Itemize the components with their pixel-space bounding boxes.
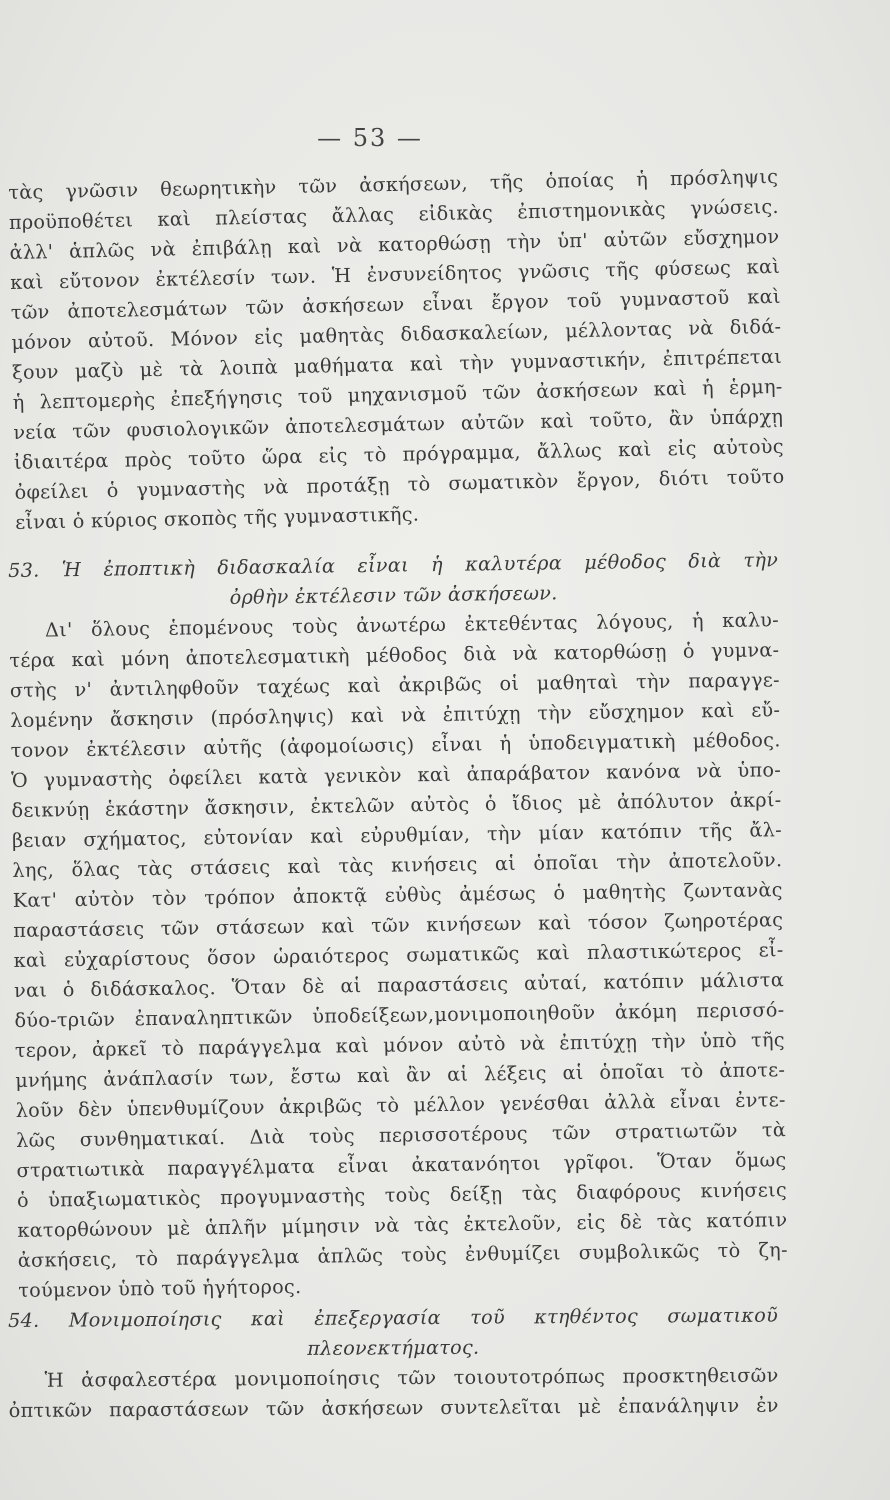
text-line: παραστάσεις τῶν στάσεων καὶ τῶν κινήσεων καὶ τόσον ζωηροτέρας <box>13 908 784 942</box>
text-line: ἀλλ' ἁπλῶς νὰ ἐπιβάλῃ καὶ νὰ κατορθώσῃ τὴν ὑπ' αὐτῶν εὔσχημον <box>9 224 780 264</box>
text-line: ἡ λεπτομερὴς ἐπεξήγησις τοῦ μηχανισμοῦ τῶν ἀσκήσεων καὶ ἡ ἑρμη- <box>12 374 783 414</box>
text-line: τῶν ἀποτελεσμάτων τῶν ἀσκήσεων εἶναι ἔργον τοῦ γυμναστοῦ καὶ <box>10 284 781 324</box>
text-line: ὁ ὑπαξιωματικὸς προγυμναστὴς τοὺς δείξῃ τὰς διαφόρους κινήσεις <box>16 1178 788 1212</box>
text-line: τέρα καὶ μόνη ἀποτελεσματικὴ μέθοδος διὰ νὰ κατορθώσῃ ὁ γυμνα- <box>9 638 780 672</box>
text-line: καὶ εὐχαρίστους ὅσον ὡραιότερος σωματικῶς καὶ πλαστικώτερος εἶ- <box>13 938 784 972</box>
text-line: τερον, ἀρκεῖ τὸ παράγγελμα καὶ μόνον αὐτὸ νὰ ἐπιτύχῃ τὴν ὑπὸ τῆς <box>14 1028 785 1062</box>
text-line: μνήμης ἀνάπλασίν των, ἔστω καὶ ἂν αἱ λέξεις αἱ ὁποῖαι τὸ ἀποτε- <box>15 1058 786 1092</box>
text-line: Ὁ γυμναστὴς ὀφείλει κατὰ γενικὸν καὶ ἀπαράβατον κανόνα νὰ ὑπο- <box>10 758 782 792</box>
text-line: εἶναι ὁ κύριος σκοπὸς τῆς γυμναστικῆς. <box>14 502 420 534</box>
text-line: Ἡ ἀσφαλεστέρα μονιμοποίησις τῶν τοιουτοτρόπως προσκτηθεισῶν <box>44 1363 779 1392</box>
text-line: ὀπτικῶν παραστάσεων τῶν ἀσκήσεων συντελεῖται μὲ ἐπανάληψιν ἐν <box>8 1393 779 1422</box>
text-line: ξουν μαζὺ μὲ τὰ λοιπὰ μαθήματα καὶ τὴν γυμναστικήν, ἐπιτρέπεται <box>11 344 783 384</box>
section-heading: 54. Μονιμοποίησις καὶ ἐπεξεργασία τοῦ κτηθέντος σωματικοῦ <box>8 1303 779 1332</box>
text-line: λης, ὅλας τὰς στάσεις καὶ τὰς κινήσεις αἱ ὁποῖαι τὴν ἀποτελοῦν. <box>12 848 783 882</box>
text-line: ὀφείλει ὁ γυμναστὴς νὰ προτάξῃ τὸ σωματικὸν ἔργον, διότι τοῦτο <box>14 464 785 504</box>
text-line: λοῦν δὲν ὑπενθυμίζουν ἀκριβῶς τὸ μέλλον γενέσθαι ἀλλὰ εἶναι ἐντε- <box>15 1088 786 1122</box>
text-line: καὶ εὔτονον ἐκτέλεσίν των. Ἡ ἐνσυνείδητος γνῶσις τῆς φύσεως καὶ <box>9 254 781 294</box>
text-line: τονον ἐκτέλεσιν αὐτῆς (ἀφομοίωσις) εἶναι ἡ ὑποδειγματικὴ μέθοδος. <box>10 728 781 762</box>
text-line: δύο-τριῶν ἐπαναληπτικῶν ὑποδείξεων,μονιμοποιηθοῦν ἀκόμη περισσό- <box>14 998 785 1032</box>
text-line: προϋποθέτει καὶ πλείστας ἄλλας εἰδικὰς ἐπιστημονικὰς γνώσεις. <box>8 194 780 234</box>
section-heading: 53. Ἡ ἐποπτικὴ διδασκαλία εἶναι ἡ καλυτέρα μέθοδος διὰ τὴν <box>8 548 779 582</box>
text-line: ναι ὁ διδάσκαλος. Ὅταν δὲ αἱ παραστάσεις αὐταί, κατόπιν μάλιστα <box>13 968 785 1002</box>
section-heading-continued: πλεονεκτήματος. <box>307 1335 480 1360</box>
section-heading-continued: ὀρθὴν ἐκτέλεσιν τῶν ἀσκήσεων. <box>229 581 558 609</box>
text-line: βειαν σχήματος, εὐτονίαν καὶ εὐρυθμίαν, τὴν μίαν κατόπιν τῆς ἄλ- <box>11 818 783 852</box>
text-line: τούμενον ὑπὸ τοῦ ἡγήτορος. <box>18 1274 302 1302</box>
text-line: μόνον αὐτοῦ. Μόνον εἰς μαθητὰς διδασκαλείων, μέλλοντας νὰ διδά- <box>11 314 782 354</box>
intro-paragraph <box>8 162 785 538</box>
text-line: δεικνύῃ ἑκάστην ἄσκησιν, ἐκτελῶν αὐτὸς ὁ ἴδιος μὲ ἀπόλυτον ἀκρί- <box>11 788 782 822</box>
text-line: Κατ' αὐτὸν τὸν τρόπον ἀποκτᾷ εὐθὺς ἀμέσως ὁ μαθητὴς ζωντανὰς <box>12 878 783 912</box>
text-line: τὰς γνῶσιν θεωρητικὴν τῶν ἀσκήσεων, τῆς ὁποίας ἡ πρόσληψις <box>8 164 779 204</box>
text-line: ἀσκήσεις, τὸ παράγγελμα ἁπλῶς τοὺς ἐνθυμίζει συμβολικῶς τὸ ζη- <box>17 1238 788 1272</box>
text-line: κατορθώνουν μὲ ἁπλῆν μίμησιν νὰ τὰς ἐκτελοῦν, εἰς δὲ τὰς κατόπιν <box>17 1208 788 1242</box>
text-line: νεία τῶν φυσιολογικῶν ἀποτελεσμάτων αὐτῶν καὶ τοῦτο, ἂν ὑπάρχῃ <box>13 404 784 444</box>
text-line: ἰδιαιτέρα πρὸς τοῦτο ὥρα εἰς τὸ πρόγραμμα, ἄλλως καὶ εἰς αὐτοὺς <box>13 434 785 474</box>
text-line: λομένην ἄσκησιν (πρόσληψις) καὶ νὰ ἐπιτύχῃ τὴν εὔσχημον καὶ εὔ- <box>10 698 781 732</box>
text-line: στρατιωτικὰ παραγγέλματα εἶναι ἀκατανόητοι γρῖφοι. Ὅταν ὅμως <box>16 1148 787 1182</box>
page-number: — 53 — <box>317 124 423 152</box>
text-line: Δι' ὅλους ἑπομένους τοὺς ἀνωτέρω ἐκτεθέντας λόγους, ἡ καλυ- <box>44 608 780 642</box>
section-53 <box>8 545 788 1306</box>
text-line: στὴς ν' ἀντιληφθοῦν ταχέως καὶ ἀκριβῶς οἱ μαθηταὶ τὴν παραγγε- <box>9 668 780 702</box>
section-54 <box>8 1301 779 1426</box>
text-line: λῶς συνθηματικαί. Διὰ τοὺς περισσοτέρους τῶν στρατιωτῶν τὰ <box>16 1118 787 1152</box>
